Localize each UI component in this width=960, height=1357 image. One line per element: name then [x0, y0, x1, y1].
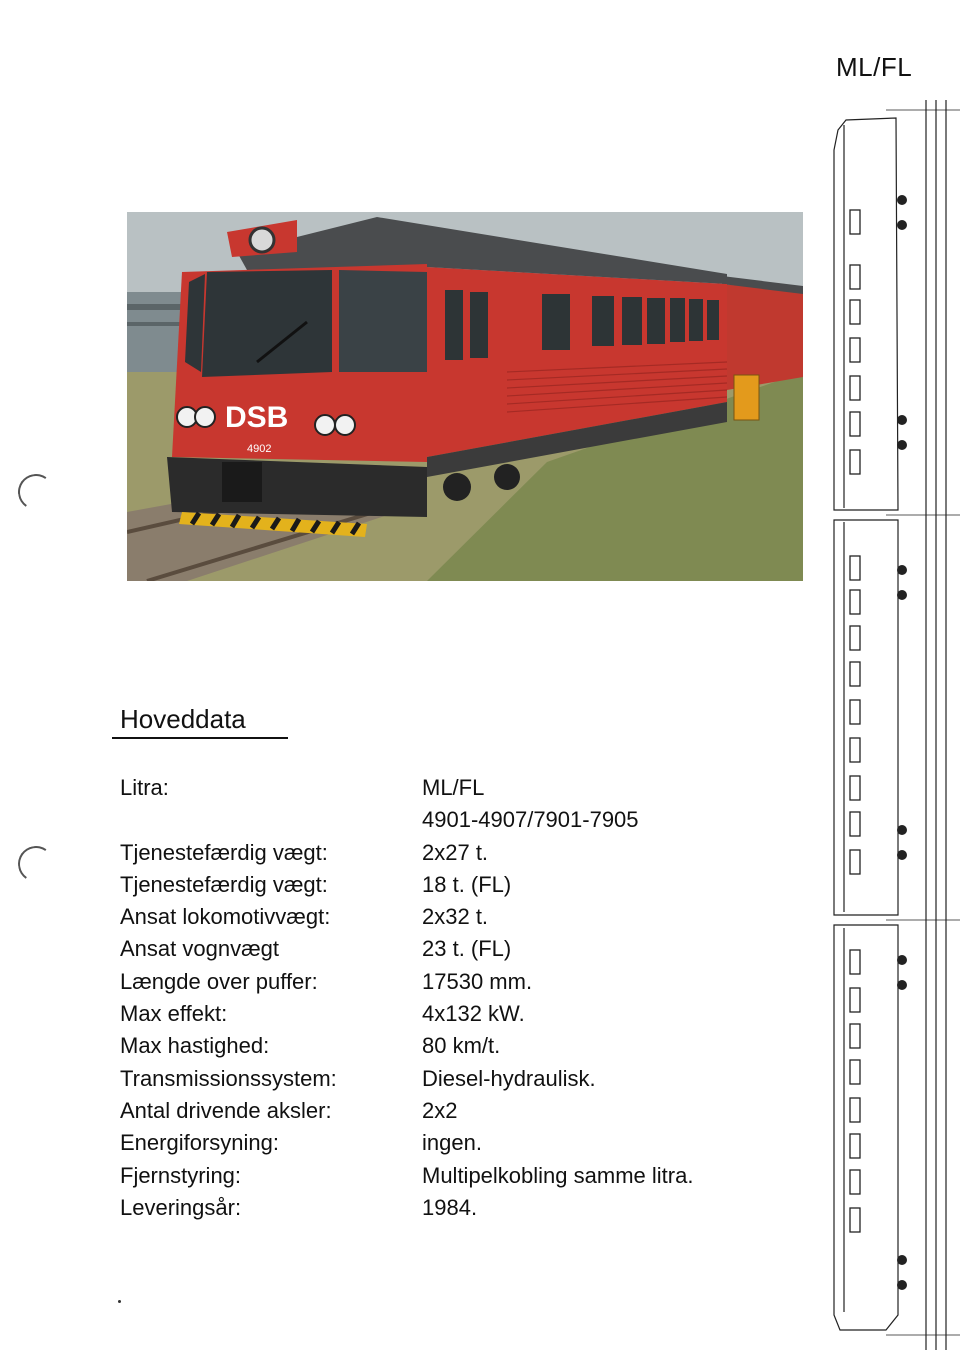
spec-row — [120, 933, 780, 965]
spec-row — [120, 1127, 780, 1159]
spec-value: 80 km/t. — [422, 1033, 501, 1059]
section-heading: Hoveddata — [120, 704, 246, 734]
spec-value: 4901-4907/7901-7905 — [422, 807, 639, 833]
spec-value: 18 t. (FL) — [422, 871, 512, 897]
spec-label: Længde over puffer: — [120, 968, 318, 994]
page-corner-title: ML/FL — [836, 52, 913, 82]
train-photo — [127, 212, 803, 581]
heading-underline — [112, 737, 288, 739]
spec-label: Antal drivende aksler: — [120, 1097, 332, 1123]
spec-value: 4x132 kW. — [422, 1001, 525, 1027]
spec-row — [120, 837, 780, 869]
spec-label: Max effekt: — [120, 1001, 228, 1027]
spec-label: Max hastighed: — [120, 1033, 270, 1059]
spec-value: 2x32 t. — [422, 904, 489, 930]
spec-label: Fjernstyring: — [120, 1162, 242, 1188]
technical-drawing — [826, 90, 960, 1357]
spec-label: Ansat lokomotivvægt: — [120, 904, 331, 930]
spec-row — [120, 998, 780, 1030]
punch-hole-mark — [15, 843, 57, 885]
spec-label: Tjenestefærdig vægt: — [120, 839, 328, 865]
spec-row — [120, 1160, 780, 1192]
spec-label: Transmissionssystem: — [120, 1065, 337, 1091]
scan-speck — [118, 1300, 121, 1303]
spec-label: Litra: — [120, 775, 169, 800]
unit-number: 4902 — [247, 443, 272, 455]
spec-label: Tjenestefærdig vægt: — [120, 871, 328, 897]
spec-value: Multipelkobling samme litra. — [422, 1162, 694, 1188]
spec-row — [120, 804, 780, 836]
spec-row — [120, 772, 780, 804]
spec-row — [120, 869, 780, 901]
spec-label: Ansat vognvægt — [120, 936, 279, 962]
spec-value: 2x27 t. — [422, 839, 489, 865]
spec-row — [120, 1030, 780, 1062]
spec-label: Energiforsyning: — [120, 1130, 279, 1156]
punch-hole-mark — [15, 471, 57, 513]
spec-value: Diesel-hydraulisk. — [422, 1065, 596, 1091]
spec-row — [120, 1063, 780, 1095]
spec-value: 17530 mm. — [422, 968, 533, 994]
spec-value: ML/FL — [422, 775, 485, 800]
spec-value: 1984. — [422, 1194, 478, 1220]
spec-label — [120, 804, 422, 836]
spec-row — [120, 966, 780, 998]
spec-value: 23 t. (FL) — [422, 936, 512, 962]
spec-value: ingen. — [422, 1130, 482, 1156]
cab-lettering: DSB — [225, 401, 289, 434]
spec-row — [120, 901, 780, 933]
spec-row — [120, 1192, 780, 1224]
spec-value: 2x2 — [422, 1097, 458, 1123]
spec-table — [120, 772, 780, 1224]
spec-row — [120, 1095, 780, 1127]
spec-label: Leveringsår: — [120, 1194, 242, 1220]
